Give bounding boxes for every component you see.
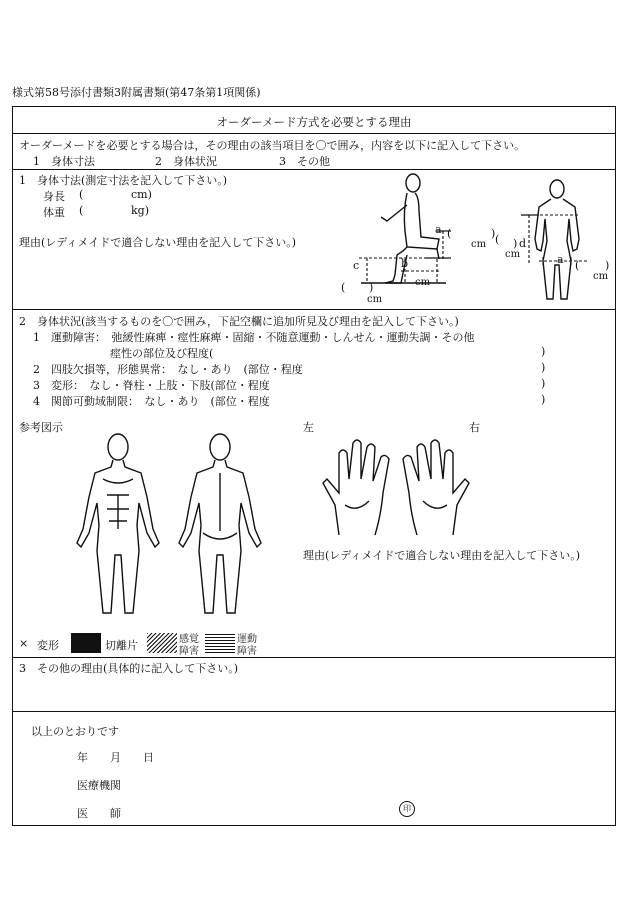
- dim-d: d: [519, 237, 527, 250]
- section2-reason: 理由(レディメイドで適合しない理由を記入して下さい。): [303, 549, 580, 562]
- weight-open: (: [79, 204, 84, 217]
- dim-a2-close: ): [605, 259, 610, 272]
- weight-label: 体重: [43, 206, 65, 219]
- form-frame: [12, 106, 616, 826]
- footer-statement: 以上のとおりです: [31, 725, 119, 738]
- section2-heading: 2 身体状況(該当するものを〇で囲み，下記空欄に追加所見及び理由を記入して下さい。): [19, 315, 459, 328]
- legend-deform: 変形: [37, 639, 59, 652]
- section2-item-4: 4 関節可動域制限： なし・あり (部位・程度: [33, 395, 270, 408]
- seated-figure-diagram: [341, 171, 461, 306]
- dim-d-open: (: [495, 233, 500, 246]
- body-front-diagram: [73, 433, 163, 619]
- body-back-diagram: [175, 433, 265, 619]
- height-open: (: [79, 188, 84, 201]
- close-paren-4: ): [541, 393, 546, 406]
- close-paren-2: ): [541, 361, 546, 374]
- footer-doctor: 医 師: [77, 807, 121, 820]
- dim-a-standing: a: [557, 253, 564, 266]
- weight-unit: kg): [131, 204, 149, 217]
- legend-amputation: 切離片: [105, 639, 138, 652]
- legend-motor-2: 障害: [237, 646, 257, 657]
- legend-amputation-swatch: [71, 633, 101, 653]
- dim-a-seated: a: [435, 223, 442, 236]
- legend-cross: ×: [19, 637, 29, 650]
- dim-a-open: (: [447, 227, 452, 240]
- intro-option-2: 2 身体状況: [155, 155, 217, 168]
- section3-heading: 3 その他の理由(具体的に記入して下さい。): [19, 662, 239, 675]
- section2-item-1: 1 運動障害： 弛緩性麻痺・痙性麻痺・固縮・不随意運動・しんせん・運動失調・その他: [33, 331, 475, 344]
- legend-sensory-1: 感覚: [179, 634, 199, 645]
- form-title: オーダーメード方式を必要とする理由: [216, 115, 412, 129]
- left-hand-diagram: [319, 435, 399, 539]
- reference-label: 参考図示: [19, 421, 63, 434]
- standing-figure-diagram: [517, 179, 597, 305]
- height-unit: cm): [131, 188, 152, 201]
- section2-item-2: 2 四肢欠損等，形態異常： なし・あり (部位・程度: [33, 363, 303, 376]
- right-hand-diagram: [393, 435, 473, 539]
- dim-b: b: [401, 257, 409, 270]
- dim-c-unit: cm: [367, 294, 383, 305]
- dim-d-close: ): [513, 237, 518, 250]
- dim-a2-unit: cm: [593, 271, 609, 282]
- intro-option-3: 3 その他: [279, 155, 330, 168]
- intro-option-1: 1 身体寸法: [33, 155, 95, 168]
- legend-sensory-2: 障害: [179, 646, 199, 657]
- seal-mark: 印: [399, 801, 415, 817]
- section1-reason: 理由(レディメイドで適合しない理由を記入して下さい。): [19, 236, 296, 249]
- right-label: 右: [469, 421, 480, 434]
- dim-a-unit: cm: [471, 239, 487, 250]
- dim-c-close: ): [369, 281, 374, 294]
- dim-c: c: [353, 259, 360, 272]
- legend-motor-swatch: [205, 633, 235, 653]
- footer-institution: 医療機関: [77, 779, 121, 792]
- section2-item-1b: 痙性の部位及び程度(: [33, 347, 214, 360]
- dim-b-unit: cm: [415, 277, 431, 288]
- legend-motor-1: 運動: [237, 634, 257, 645]
- intro-text: オーダーメードを必要とする場合は，その理由の該当項目を〇で囲み，内容を以下に記入して下さい。: [19, 139, 526, 152]
- section2-item-3: 3 変形： なし・脊柱・上肢・下肢(部位・程度: [33, 379, 270, 392]
- dim-a2-open: (: [575, 259, 580, 272]
- footer-date: 年 月 日: [77, 751, 154, 764]
- legend-sensory-swatch: [147, 633, 177, 653]
- left-label: 左: [303, 421, 314, 434]
- form-id: 様式第58号添付書類3附属書類(第47条第1項関係): [12, 86, 261, 99]
- dim-d-unit: cm: [505, 249, 521, 260]
- section1-heading: 1 身体寸法(測定寸法を記入して下さい。): [19, 174, 228, 187]
- dim-a-close: ): [491, 227, 496, 240]
- height-label: 身長: [43, 190, 65, 203]
- close-paren-1: ): [541, 345, 546, 358]
- dim-c-open: (: [341, 281, 346, 294]
- close-paren-3: ): [541, 377, 546, 390]
